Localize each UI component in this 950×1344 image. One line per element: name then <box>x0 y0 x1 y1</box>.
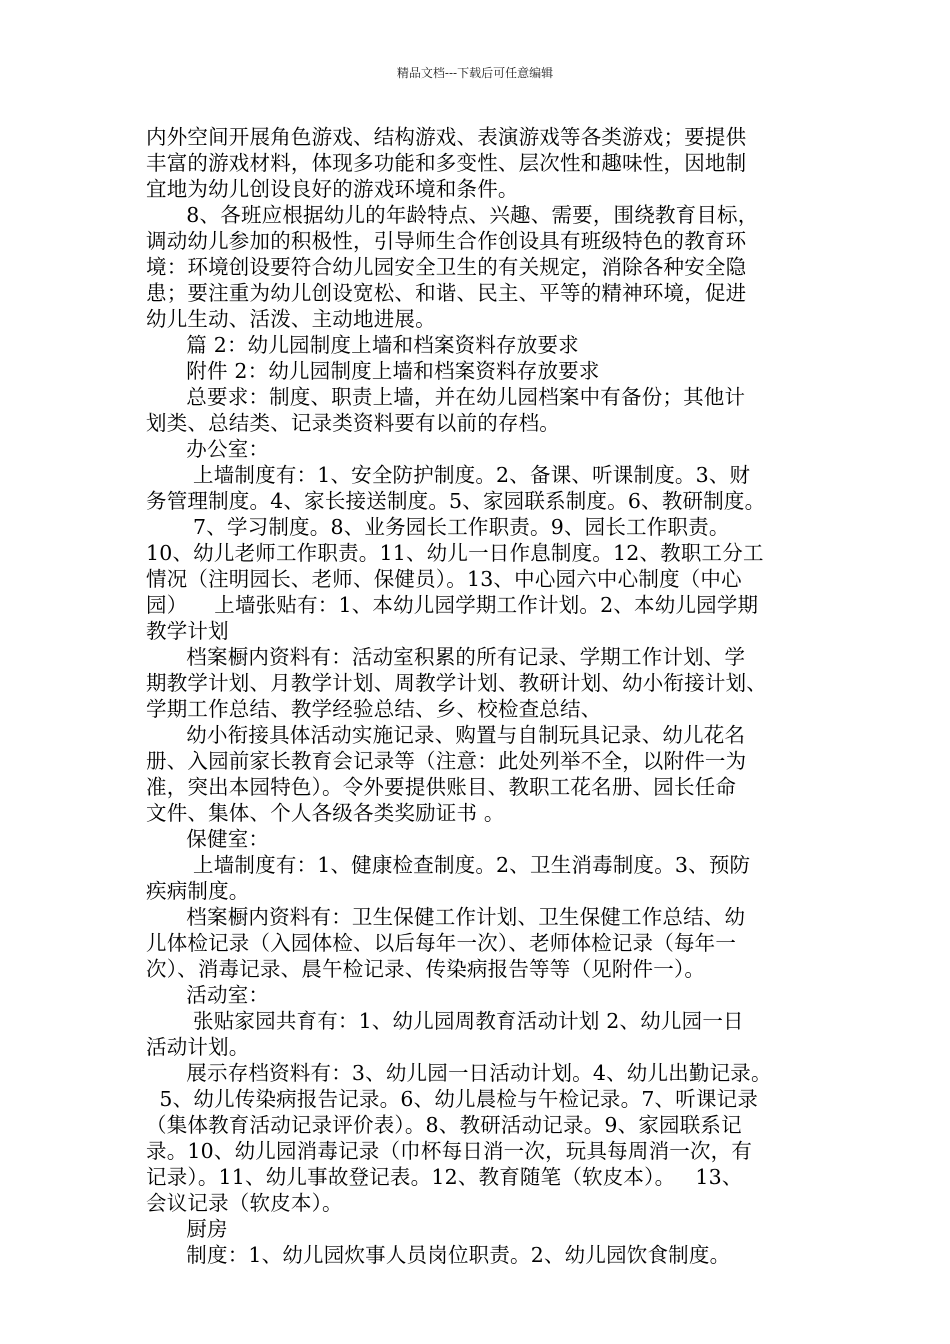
body-line: 会议记录（软皮本）。 <box>146 1191 343 1215</box>
body-line: 上墙制度有：1、安全防护制度。2、备课、听课制度。3、财 <box>146 463 751 487</box>
body-line: 活动计划。 <box>146 1035 250 1059</box>
body-line: 档案橱内资料有：卫生保健工作计划、卫生保健工作总结、幼 <box>146 905 746 929</box>
body-line: 展示存档资料有：3、幼儿园一日活动计划。4、幼儿出勤记录。 <box>146 1061 772 1085</box>
body-line: 8、各班应根据幼儿的年龄特点、兴趣、需要，围绕教育目标， <box>146 203 759 227</box>
body-line: 总要求：制度、职责上墙，并在幼儿园档案中有备份；其他计 <box>146 385 746 409</box>
body-line: 疾病制度。 <box>146 879 250 903</box>
body-line: 文件、集体、个人各级各类奖励证书 。 <box>146 801 505 825</box>
body-line: 内外空间开展角色游戏、结构游戏、表演游戏等各类游戏；要提供 <box>146 125 747 149</box>
body-line: 制度：1、幼儿园炊事人员岗位职责。2、幼儿园饮食制度。 <box>146 1243 731 1267</box>
body-line: 准，突出本园特色）。令外要提供账目、教职工花名册、园长任命 <box>146 775 737 799</box>
body-line: 划类、总结类、记录类资料要有以前的存档。 <box>146 411 560 435</box>
body-line: 册、入园前家长教育会记录等（注意：此处列举不全，以附件一为 <box>146 749 747 773</box>
body-line: 幼小衔接具体活动实施记录、购置与自制玩具记录、幼儿花名 <box>146 723 746 747</box>
body-line: 调动幼儿参加的积极性，引导师生合作创设具有班级特色的教育环 <box>146 229 747 253</box>
body-line: （集体教育活动记录评价表）。8、教研活动记录。9、家园联系记 <box>146 1113 742 1137</box>
body-line: 次）、消毒记录、晨午检记录、传染病报告等等（见附件一）。 <box>146 957 706 981</box>
subheading-clinic: 保健室： <box>146 827 270 851</box>
body-line: 情况（注明园长、老师、保健员）。13、中心园六中心制度（中心 <box>146 567 742 591</box>
body-line: 上墙制度有：1、健康检查制度。2、卫生消毒制度。3、预防 <box>146 853 751 877</box>
document-body <box>146 124 822 1268</box>
section-title-line: 篇 2：幼儿园制度上墙和档案资料存放要求 <box>146 333 579 357</box>
body-line: 宜地为幼儿创设良好的游戏环境和条件。 <box>146 177 519 201</box>
body-line: 幼儿生动、活泼、主动地进展。 <box>146 307 436 331</box>
body-line: 教学计划 <box>146 619 229 643</box>
page-header: 精品文档---下载后可任意编辑 <box>396 66 554 80</box>
body-line: 张贴家园共育有：1、幼儿园周教育活动计划 2、幼儿园一日 <box>146 1009 744 1033</box>
body-line: 期教学计划、月教学计划、周教学计划、教研计划、幼小衔接计划、 <box>146 671 767 695</box>
body-line: 档案橱内资料有：活动室积累的所有记录、学期工作计划、学 <box>146 645 746 669</box>
subheading-activity-room: 活动室： <box>146 983 270 1007</box>
body-line: 务管理制度。4、家长接送制度。5、家园联系制度。6、教研制度。 <box>146 489 766 513</box>
body-line: 患；要注重为幼儿创设宽松、和谐、民主、平等的精神环境，促进 <box>146 281 747 305</box>
body-line: 园） 上墙张贴有：1、本幼儿园学期工作计划。2、本幼儿园学期 <box>146 593 759 617</box>
subheading-office: 办公室： <box>146 437 270 461</box>
body-line: 7、学习制度。8、业务园长工作职责。9、园长工作职责。 <box>146 515 730 539</box>
body-line: 5、幼儿传染病报告记录。6、幼儿晨检与午检记录。7、听课记录 <box>146 1087 759 1111</box>
body-line: 学期工作总结、教学经验总结、乡、校检查总结、 <box>146 697 602 721</box>
body-line: 记录）。11、幼儿事故登记表。12、教育随笔（软皮本）。 13、 <box>146 1165 743 1189</box>
subheading-kitchen: 厨房 <box>146 1217 228 1241</box>
attachment-title-line: 附件 2：幼儿园制度上墙和档案资料存放要求 <box>146 359 600 383</box>
body-line: 丰富的游戏材料，体现多功能和多变性、层次性和趣味性，因地制 <box>146 151 747 175</box>
body-line: 10、幼儿老师工作职责。11、幼儿一日作息制度。12、教职工分工 <box>146 541 764 565</box>
body-line: 境：环境创设要符合幼儿园安全卫生的有关规定，消除各种安全隐 <box>146 255 747 279</box>
body-line: 录。10、幼儿园消毒记录（巾杯每日消一次，玩具每周消一次，有 <box>146 1139 753 1163</box>
body-line: 儿体检记录（入园体检、以后每年一次）、老师体检记录（每年一 <box>146 931 737 955</box>
